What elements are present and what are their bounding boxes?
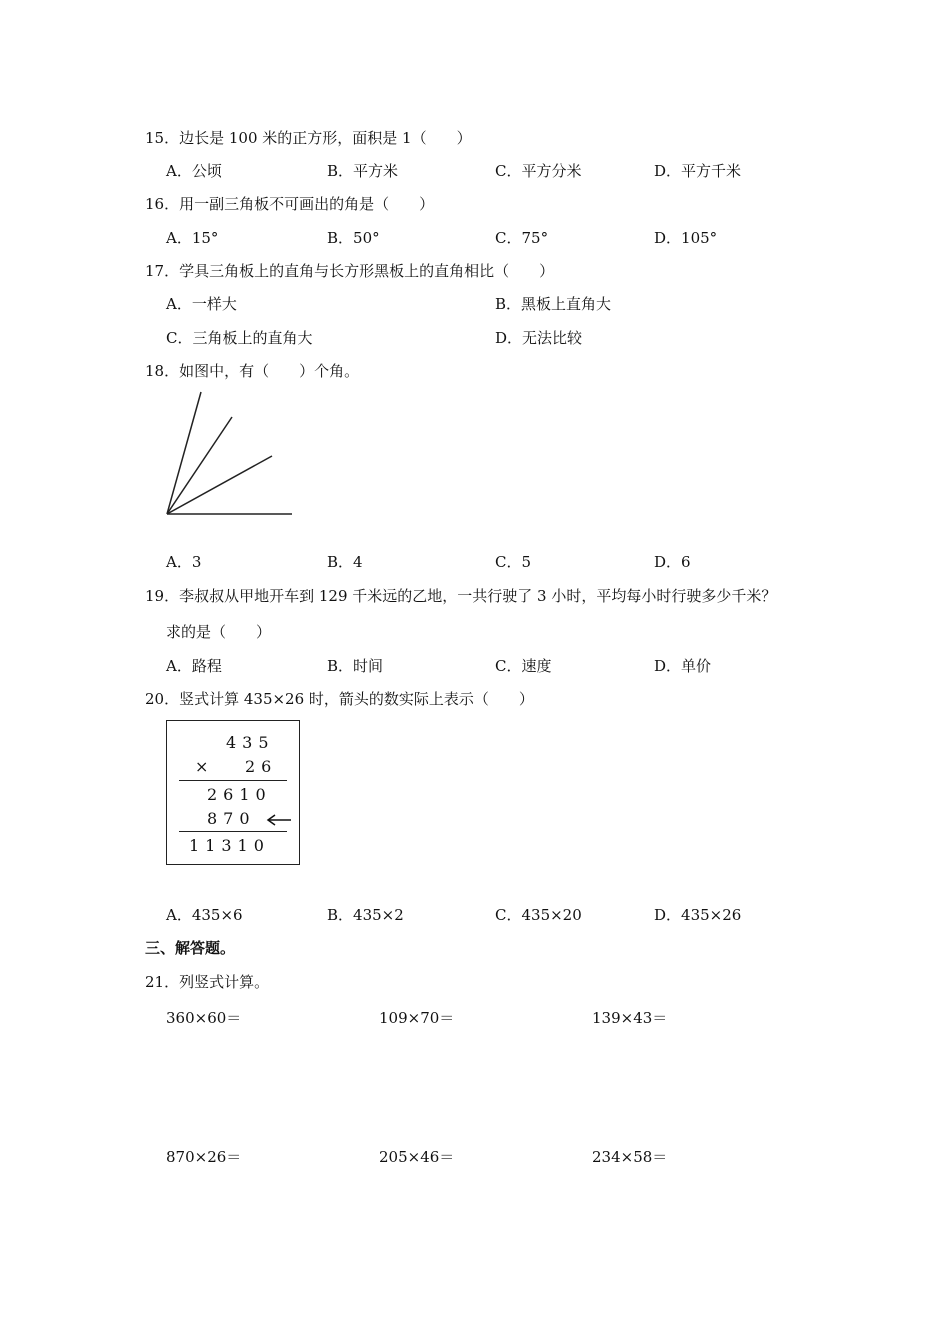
q20-stem: 20．竖式计算 435×26 时，箭头的数实际上表示（ ） xyxy=(145,690,534,708)
q21-stem: 21．列竖式计算。 xyxy=(145,973,270,991)
calc-times-sign: × xyxy=(195,757,209,776)
q18-option-c[interactable]: C．5 xyxy=(495,553,532,571)
calc-partial-1: 2610 xyxy=(207,785,272,804)
q19-option-d[interactable]: D．单价 xyxy=(654,657,712,675)
q16-stem: 16．用一副三角板不可画出的角是（ ） xyxy=(145,195,435,213)
q18-option-a[interactable]: A．3 xyxy=(166,553,202,571)
vertical-multiplication-box xyxy=(166,720,300,865)
calc-multiplicand: 435 xyxy=(226,733,275,752)
q19-option-c[interactable]: C．速度 xyxy=(495,657,552,675)
q19-stem: 19．李叔叔从甲地开车到 129 千米远的乙地，一共行驶了 3 小时，平均每小时行驶多少千米？ xyxy=(145,587,777,605)
q18-option-b[interactable]: B．4 xyxy=(327,553,363,571)
q16-option-d[interactable]: D．105° xyxy=(654,229,718,247)
calc-multiplier: 26 xyxy=(245,757,278,776)
q15-option-c[interactable]: C．平方分米 xyxy=(495,162,582,180)
q19-option-a[interactable]: A．路程 xyxy=(166,657,222,675)
q16-option-b[interactable]: B．50° xyxy=(327,229,380,247)
q19-option-b[interactable]: B．时间 xyxy=(327,657,384,675)
q16-option-a[interactable]: A．15° xyxy=(166,229,219,247)
q20-option-b[interactable]: B．435×2 xyxy=(327,906,404,924)
q17-option-a[interactable]: A．一样大 xyxy=(166,295,237,313)
q19-stem-continued: 求的是（ ） xyxy=(166,623,272,641)
calc-line-2 xyxy=(179,831,287,832)
q15-option-d[interactable]: D．平方千米 xyxy=(654,162,742,180)
calc-line-1 xyxy=(179,780,287,781)
left-arrow-icon xyxy=(265,813,293,827)
q21-item-3: 139×43＝ xyxy=(592,1009,668,1027)
ray-3 xyxy=(167,456,272,514)
ray-1 xyxy=(167,392,201,514)
calc-partial-2: 870 xyxy=(207,809,256,828)
q17-option-b[interactable]: B．黑板上直角大 xyxy=(495,295,612,313)
q20-option-a[interactable]: A．435×6 xyxy=(166,906,243,924)
q21-item-4: 870×26＝ xyxy=(166,1148,242,1166)
q17-option-d[interactable]: D．无法比较 xyxy=(495,329,583,347)
calc-product: 11310 xyxy=(189,836,270,855)
q20-option-d[interactable]: D．435×26 xyxy=(654,906,742,924)
ray-2 xyxy=(167,417,232,514)
q21-item-2: 109×70＝ xyxy=(379,1009,455,1027)
q18-option-d[interactable]: D．6 xyxy=(654,553,691,571)
q17-stem: 17．学具三角板上的直角与长方形黑板上的直角相比（ ） xyxy=(145,262,555,280)
q21-item-1: 360×60＝ xyxy=(166,1009,242,1027)
q21-item-5: 205×46＝ xyxy=(379,1148,455,1166)
angle-figure xyxy=(160,388,300,522)
q21-item-6: 234×58＝ xyxy=(592,1148,668,1166)
q15-option-b[interactable]: B．平方米 xyxy=(327,162,399,180)
q18-stem: 18．如图中，有（ ）个角。 xyxy=(145,362,360,380)
section-3-title: 三、解答题。 xyxy=(145,939,236,957)
q15-stem: 15．边长是 100 米的正方形，面积是 1（ ） xyxy=(145,129,472,147)
q20-option-c[interactable]: C．435×20 xyxy=(495,906,582,924)
q16-option-c[interactable]: C．75° xyxy=(495,229,549,247)
q15-option-a[interactable]: A．公顷 xyxy=(166,162,222,180)
q17-option-c[interactable]: C．三角板上的直角大 xyxy=(166,329,313,347)
